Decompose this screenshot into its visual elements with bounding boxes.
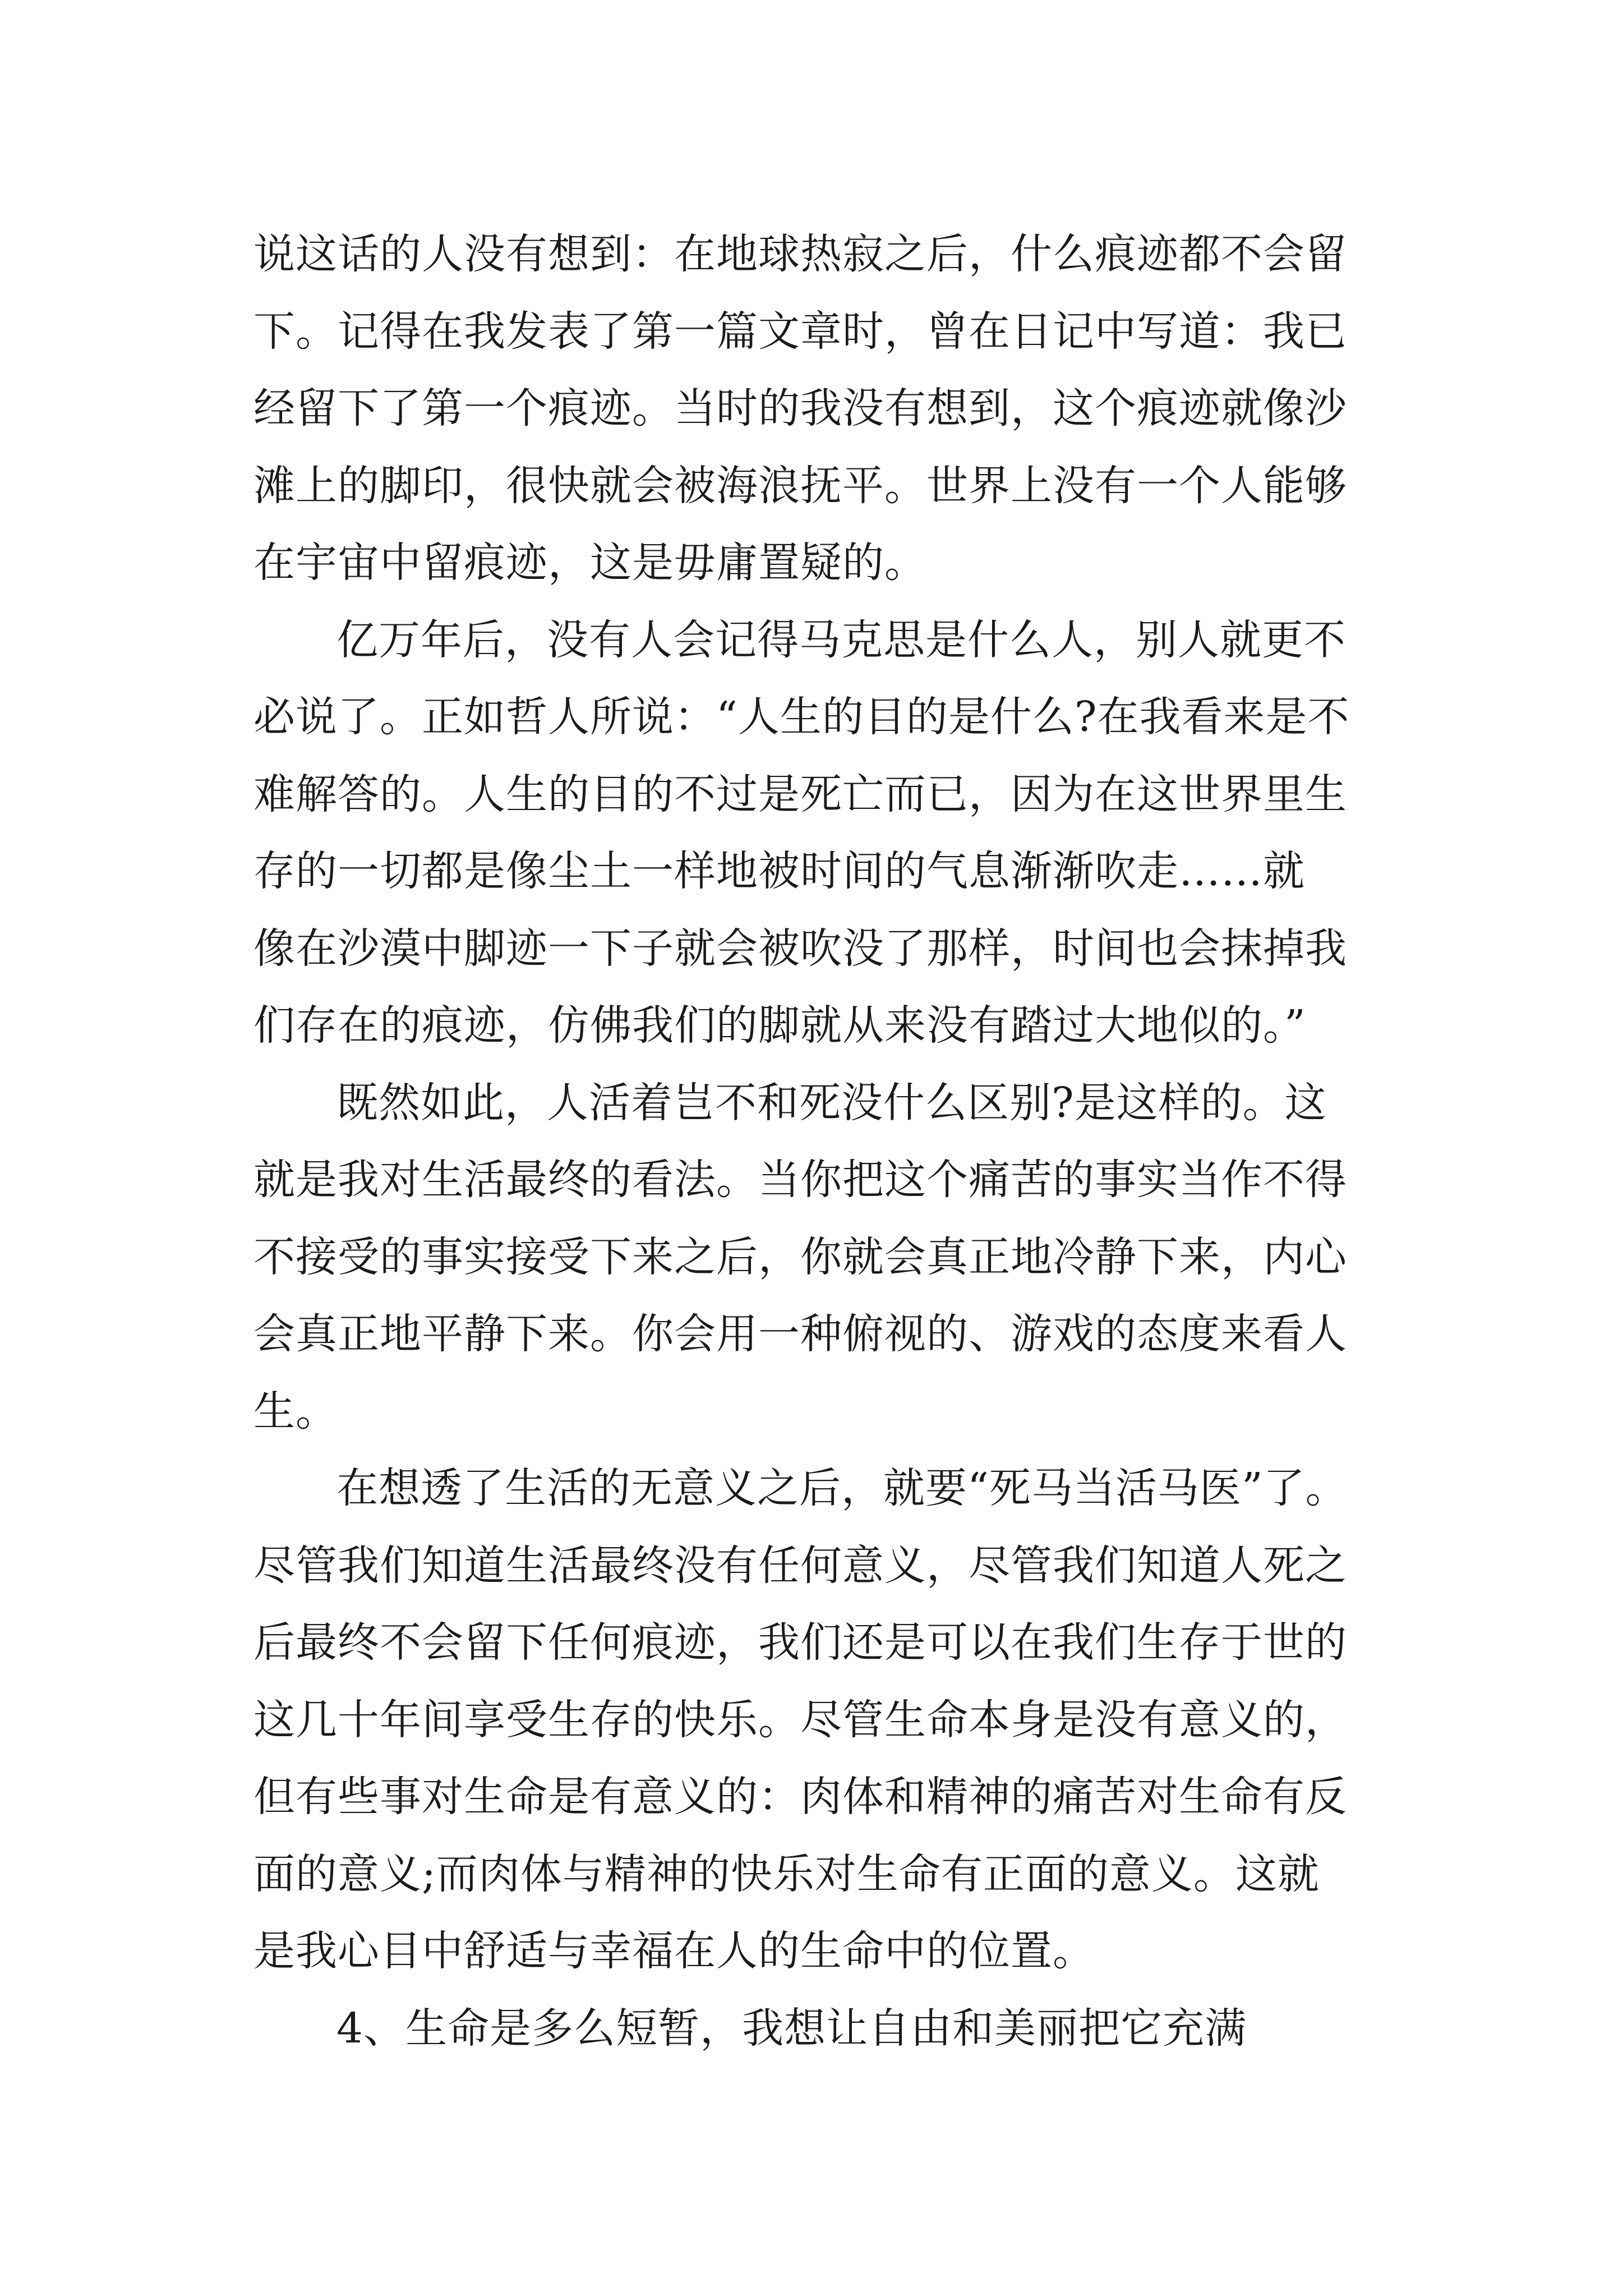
text-line: 存的一切都是像尘土一样地被时间的气息渐渐吹走……就 (253, 847, 1305, 895)
text-line: 后最终不会留下任何痕迹，我们还是可以在我们生存于世的 (253, 1618, 1347, 1667)
text-line: 会真正地平静下来。你会用一种俯视的、游戏的态度来看人 (253, 1310, 1347, 1358)
text-line: 们存在的痕迹，仿佛我们的脚就从来没有踏过大地似的。” (253, 1001, 1306, 1050)
text-line: 在想透了生活的无意义之后，就要“死马当活马医”了。 (336, 1464, 1348, 1512)
text-line: 尽管我们知道生活最终没有任何意义，尽管我们知道人死之 (253, 1541, 1347, 1590)
text-line: 像在沙漠中脚迹一下子就会被吹没了那样，时间也会抹掉我 (253, 924, 1347, 973)
text-line: 面的意义;而肉体与精神的快乐对生命有正面的意义。这就 (253, 1849, 1320, 1898)
text-line: 不接受的事实接受下来之后，你就会真正地冷静下来，内心 (253, 1232, 1347, 1281)
text-line: 滩上的脚印，很快就会被海浪抚平。世界上没有一个人能够 (253, 461, 1347, 510)
text-line: 下。记得在我发表了第一篇文章时，曾在日记中写道：我已 (253, 307, 1347, 356)
text-line: 亿万年后，没有人会记得马克思是什么人，别人就更不 (336, 615, 1346, 664)
text-line: 经留下了第一个痕迹。当时的我没有想到，这个痕迹就像沙 (253, 384, 1347, 432)
text-line: 难解答的。人生的目的不过是死亡而已，因为在这世界里生 (253, 770, 1347, 818)
text-line: 但有些事对生命是有意义的：肉体和精神的痛苦对生命有反 (253, 1773, 1347, 1821)
text-line: 在宇宙中留痕迹，这是毋庸置疑的。 (253, 539, 926, 587)
text-line: 生。 (253, 1387, 338, 1435)
text-line: 说这话的人没有想到：在地球热寂之后，什么痕迹都不会留 (253, 230, 1347, 278)
text-line: 4、生命是多么短暂，我想让自由和美丽把它充满 (336, 2004, 1247, 2053)
text-line: 就是我对生活最终的看法。当你把这个痛苦的事实当作不得 (253, 1156, 1347, 1204)
text-line: 这几十年间享受生存的快乐。尽管生命本身是没有意义的， (253, 1695, 1347, 1744)
text-line: 必说了。正如哲人所说：“人生的目的是什么?在我看来是不 (253, 693, 1350, 741)
text-line: 是我心目中舒适与幸福在人的生命中的位置。 (253, 1927, 1095, 1975)
body-text (253, 216, 1392, 2067)
text-line: 既然如此，人活着岂不和死没什么区别?是这样的。这 (336, 1078, 1327, 1127)
